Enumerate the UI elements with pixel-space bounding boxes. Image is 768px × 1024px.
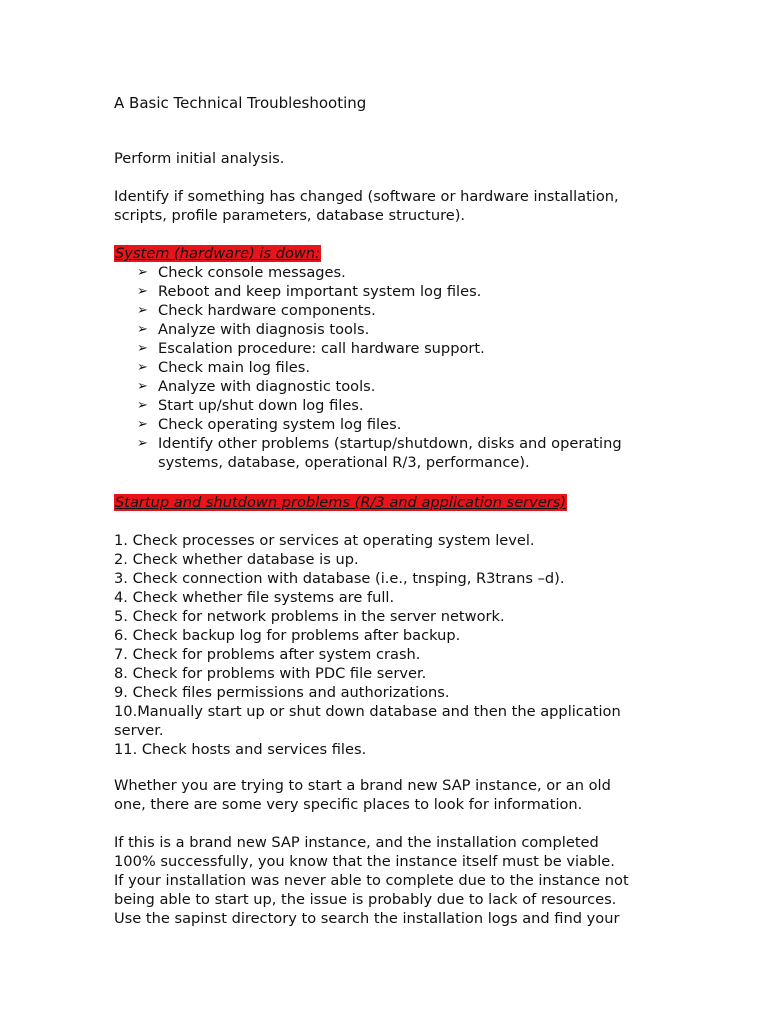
section-hardware-down <box>114 244 674 472</box>
list-item-text: Escalation procedure: call hardware support. <box>158 340 485 357</box>
list-item: 9. Check files permissions and authorizations. <box>114 684 450 701</box>
paragraph-line: Use the sapinst directory to search the installation logs and find your <box>114 910 620 927</box>
paragraph-whether <box>114 776 674 814</box>
list-item: 5. Check for network problems in the server network. <box>114 608 505 625</box>
list-item-continuation: server. <box>114 722 164 739</box>
arrowhead-bullet-icon: ➢ <box>137 398 148 413</box>
list-item: 1. Check processes or services at operating system level. <box>114 532 535 549</box>
list-item-text: Reboot and keep important system log files. <box>158 283 482 300</box>
paragraph-line: If this is a brand new SAP instance, and the installation completed <box>114 834 599 851</box>
arrowhead-bullet-icon: ➢ <box>137 360 148 375</box>
paragraph-line: being able to start up, the issue is probably due to lack of resources. <box>114 891 617 908</box>
list-item: 10.Manually start up or shut down database and then the application <box>114 703 621 720</box>
list-item <box>137 358 674 377</box>
list-item <box>137 282 674 301</box>
list-item-continuation <box>158 453 674 472</box>
list-item-text: systems, database, operational R/3, performance). <box>158 454 530 471</box>
paragraph-line: 100% successfully, you know that the instance itself must be viable. <box>114 853 615 870</box>
list-item <box>137 434 674 453</box>
list-item-text: Check operating system log files. <box>158 416 402 433</box>
list-item <box>137 415 674 434</box>
list-item: 4. Check whether file systems are full. <box>114 589 395 606</box>
list-item: 11. Check hosts and services files. <box>114 741 367 758</box>
list-item-text: Analyze with diagnostic tools. <box>158 378 376 395</box>
arrowhead-bullet-icon: ➢ <box>137 341 148 356</box>
document-title: A Basic Technical Troubleshooting <box>114 94 367 112</box>
list-item: 3. Check connection with database (i.e., tnsping, R3trans –d). <box>114 570 565 587</box>
list-item <box>137 320 674 339</box>
arrowhead-bullet-icon: ➢ <box>137 303 148 318</box>
list-item <box>137 263 674 282</box>
arrowhead-bullet-icon: ➢ <box>137 322 148 337</box>
list-item: 6. Check backup log for problems after backup. <box>114 627 461 644</box>
list-item-text: Check hardware components. <box>158 302 376 319</box>
section-heading-startup-shutdown: Startup and shutdown problems (R/3 and application servers) <box>115 494 567 511</box>
list-item-text: Identify other problems (startup/shutdown, disks and operating <box>158 435 622 452</box>
list-item: 2. Check whether database is up. <box>114 551 359 568</box>
arrowhead-bullet-icon: ➢ <box>137 417 148 432</box>
paragraph-line: If your installation was never able to complete due to the instance not <box>114 872 629 889</box>
arrowhead-bullet-icon: ➢ <box>137 379 148 394</box>
identify-line: scripts, profile parameters, database structure). <box>114 207 466 224</box>
numbered-list <box>114 531 674 759</box>
paragraph-line: one, there are some very specific places to look for information. <box>114 796 583 813</box>
paragraph-line: Whether you are trying to start a brand new SAP instance, or an old <box>114 777 611 794</box>
list-item-text: Start up/shut down log files. <box>158 397 364 414</box>
list-item <box>137 377 674 396</box>
arrowhead-bullet-icon: ➢ <box>137 284 148 299</box>
bullet-list <box>114 263 674 472</box>
list-item <box>137 396 674 415</box>
identify-line: Identify if something has changed (software or hardware installation, <box>114 188 619 205</box>
arrowhead-bullet-icon: ➢ <box>137 265 148 280</box>
list-item-text: Check main log files. <box>158 359 310 376</box>
list-item <box>137 339 674 358</box>
arrowhead-bullet-icon: ➢ <box>137 436 148 451</box>
list-item <box>137 301 674 320</box>
section-heading-hardware-down: System (hardware) is down: <box>115 245 320 262</box>
intro-paragraph: Perform initial analysis. <box>114 150 285 167</box>
list-item-text: Analyze with diagnosis tools. <box>158 321 370 338</box>
list-item: 7. Check for problems after system crash. <box>114 646 421 663</box>
section-startup-heading-row <box>114 493 714 512</box>
paragraph-if-new <box>114 833 694 928</box>
list-item: 8. Check for problems with PDC file server. <box>114 665 427 682</box>
list-item-text: Check console messages. <box>158 264 346 281</box>
identify-paragraph <box>114 187 674 225</box>
